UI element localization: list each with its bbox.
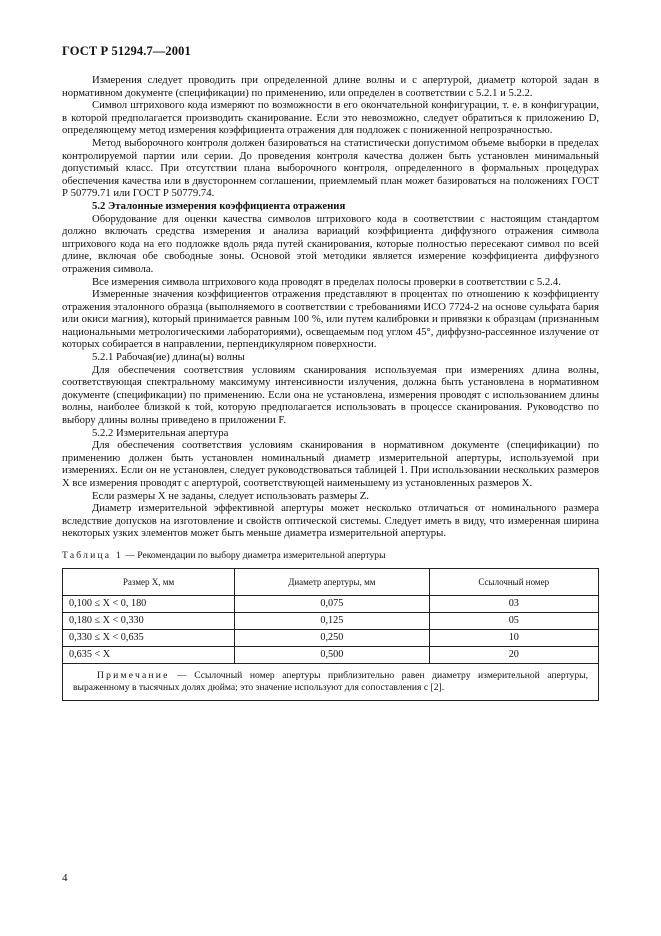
table-header-row	[63, 568, 599, 595]
table-cell: 03	[429, 595, 598, 612]
aperture-table	[62, 568, 599, 701]
paragraph: Измеренные значения коэффициентов отражения представляют в процентах по отношению к коэффициенту отражения эталонного образца (выполняемого в соответствии с требованиями ИСО 7724-2 на основе сульфата бария или окиси магния), который принимается равным 100 %, или путем калибровки и привязки к образцам (признанным национальными метрологическими лабораториями), освещаемым под углом 45°, диффузно-рассеянное излучение от которых собирается в направлении, перпендикулярном поверхности.	[62, 288, 599, 351]
table-header-cell: Ссылочный номер	[429, 568, 598, 595]
table-cell: 0,125	[235, 612, 429, 629]
paragraph: Оборудование для оценки качества символов штрихового кода в соответствии с настоящим стандартом должно включать средства измерения и анализа вариаций коэффициента диффузного отражения символа штрихового кода на его подложке вдоль ряда путей сканирования, которые полностью пересекают символ по всей длине, включая обе свободные зоны. Основой этой методики является измерение коэффициента диффузного отражения символа.	[62, 212, 599, 275]
table-cell: 05	[429, 612, 598, 629]
page-number: 4	[62, 872, 68, 884]
table-cell: 0,250	[235, 629, 429, 646]
table-cell: 0,180 ≤ X < 0,330	[63, 612, 235, 629]
table-note	[63, 663, 599, 700]
table-cell: 0,635 < X	[63, 646, 235, 663]
note-label: Примечание	[97, 669, 170, 681]
paragraph: Символ штрихового кода измеряют по возможности в его окончательной конфигурации, т. е. в конфигурации, в которой предполагается производить сканирование. Если это невозможно, следует обратиться к приложению D, определяющему метод измерения коэффициента отражения для подложек с пониженной непрозрачностью.	[62, 99, 599, 137]
table-cell: 20	[429, 646, 598, 663]
table-note-row	[63, 663, 599, 700]
table-caption	[62, 550, 599, 562]
paragraph: Измерения следует проводить при определенной длине волны и с апертурой, диаметр которой задан в нормативном документе (спецификации) по применению, или определен в соответствии с 5.2.1 и 5.2.2.	[62, 74, 599, 99]
table-caption-label: Таблица 1	[62, 549, 123, 561]
paragraph: Если размеры X не заданы, следует использовать размеры Z.	[92, 489, 369, 502]
table-cell: 0,100 ≤ X < 0, 180	[63, 595, 235, 612]
subsection-heading: 5.2.1 Рабочая(ие) длина(ы) волны	[92, 351, 245, 364]
table-caption-text: — Рекомендации по выбору диаметра измерительной апертуры	[122, 549, 386, 561]
paragraph: Метод выборочного контроля должен базироваться на статистически допустимом объеме выборки в пределах контролируемой партии или серии. До проведения контроля качества должен быть установлен минимальный допустимый класс. При отсутствии плана выборочного контроля, определенного в формальных процедурах обеспечения качества или в двустороннем соглашении, приемлемый план может базироваться на положениях ГОСТ Р 50779.71 или ГОСТ Р 50779.74.	[62, 136, 599, 200]
paragraph: Диаметр измерительной эффективной апертуры может несколько отличаться от номинального размера вследствие допусков на изготовление и свойств оптической системы. Следует иметь в виду, что измеренная ширина некоторых узких элементов может быть меньше диаметра измерительной апертуры.	[62, 502, 599, 540]
paragraph: Все измерения символа штрихового кода проводят в пределах полосы проверки в соответствии с 5.2.4.	[92, 275, 561, 288]
table-cell: 0,075	[235, 595, 429, 612]
table-row	[63, 629, 599, 646]
document-body	[62, 74, 599, 701]
table-cell: 0,330 ≤ X < 0,635	[63, 629, 235, 646]
table-cell: 10	[429, 629, 598, 646]
subsection-heading: 5.2.2 Измерительная апертура	[92, 426, 229, 439]
section-heading: 5.2 Эталонные измерения коэффициента отражения	[92, 199, 346, 212]
paragraph: Для обеспечения соответствия условиям сканирования используемая при измерениях длина волны, соответствующая спектральному максимуму интенсивности излучения, должна быть установлена в нормативном документе (спецификации) по применению. Если она не установлена, измерения проводят с использованием длины волны, наиболее близкой к той, которую предполагается использовать в процессе сканирования. Руководство по выбору длины волны приведено в приложении F.	[62, 363, 599, 427]
table-cell: 0,500	[235, 646, 429, 663]
paragraph: Для обеспечения соответствия условиям сканирования в нормативном документе (спецификации) по применению должен быть установлен номинальный диаметр измерительной апертуры, используемой при измерениях. Если он не установлен, следует руководствоваться таблицей 1. При использовании нескольких размеров X все измерения проводят с апертурой, соответствующей наименьшему из установленных размеров X.	[62, 439, 599, 489]
note-text: — Ссылочный номер апертуры приблизительно равен диаметру измерительной апертуры, выраженному в тысячных долях дюйма; это значение используют для сопоставления с [2].	[73, 669, 588, 693]
table-header-cell: Диаметр апертуры, мм	[235, 568, 429, 595]
table-row	[63, 646, 599, 663]
table-row	[63, 612, 599, 629]
table-header-cell: Размер X, мм	[63, 568, 235, 595]
table-row	[63, 595, 599, 612]
document-header: ГОСТ Р 51294.7—2001	[62, 44, 191, 58]
